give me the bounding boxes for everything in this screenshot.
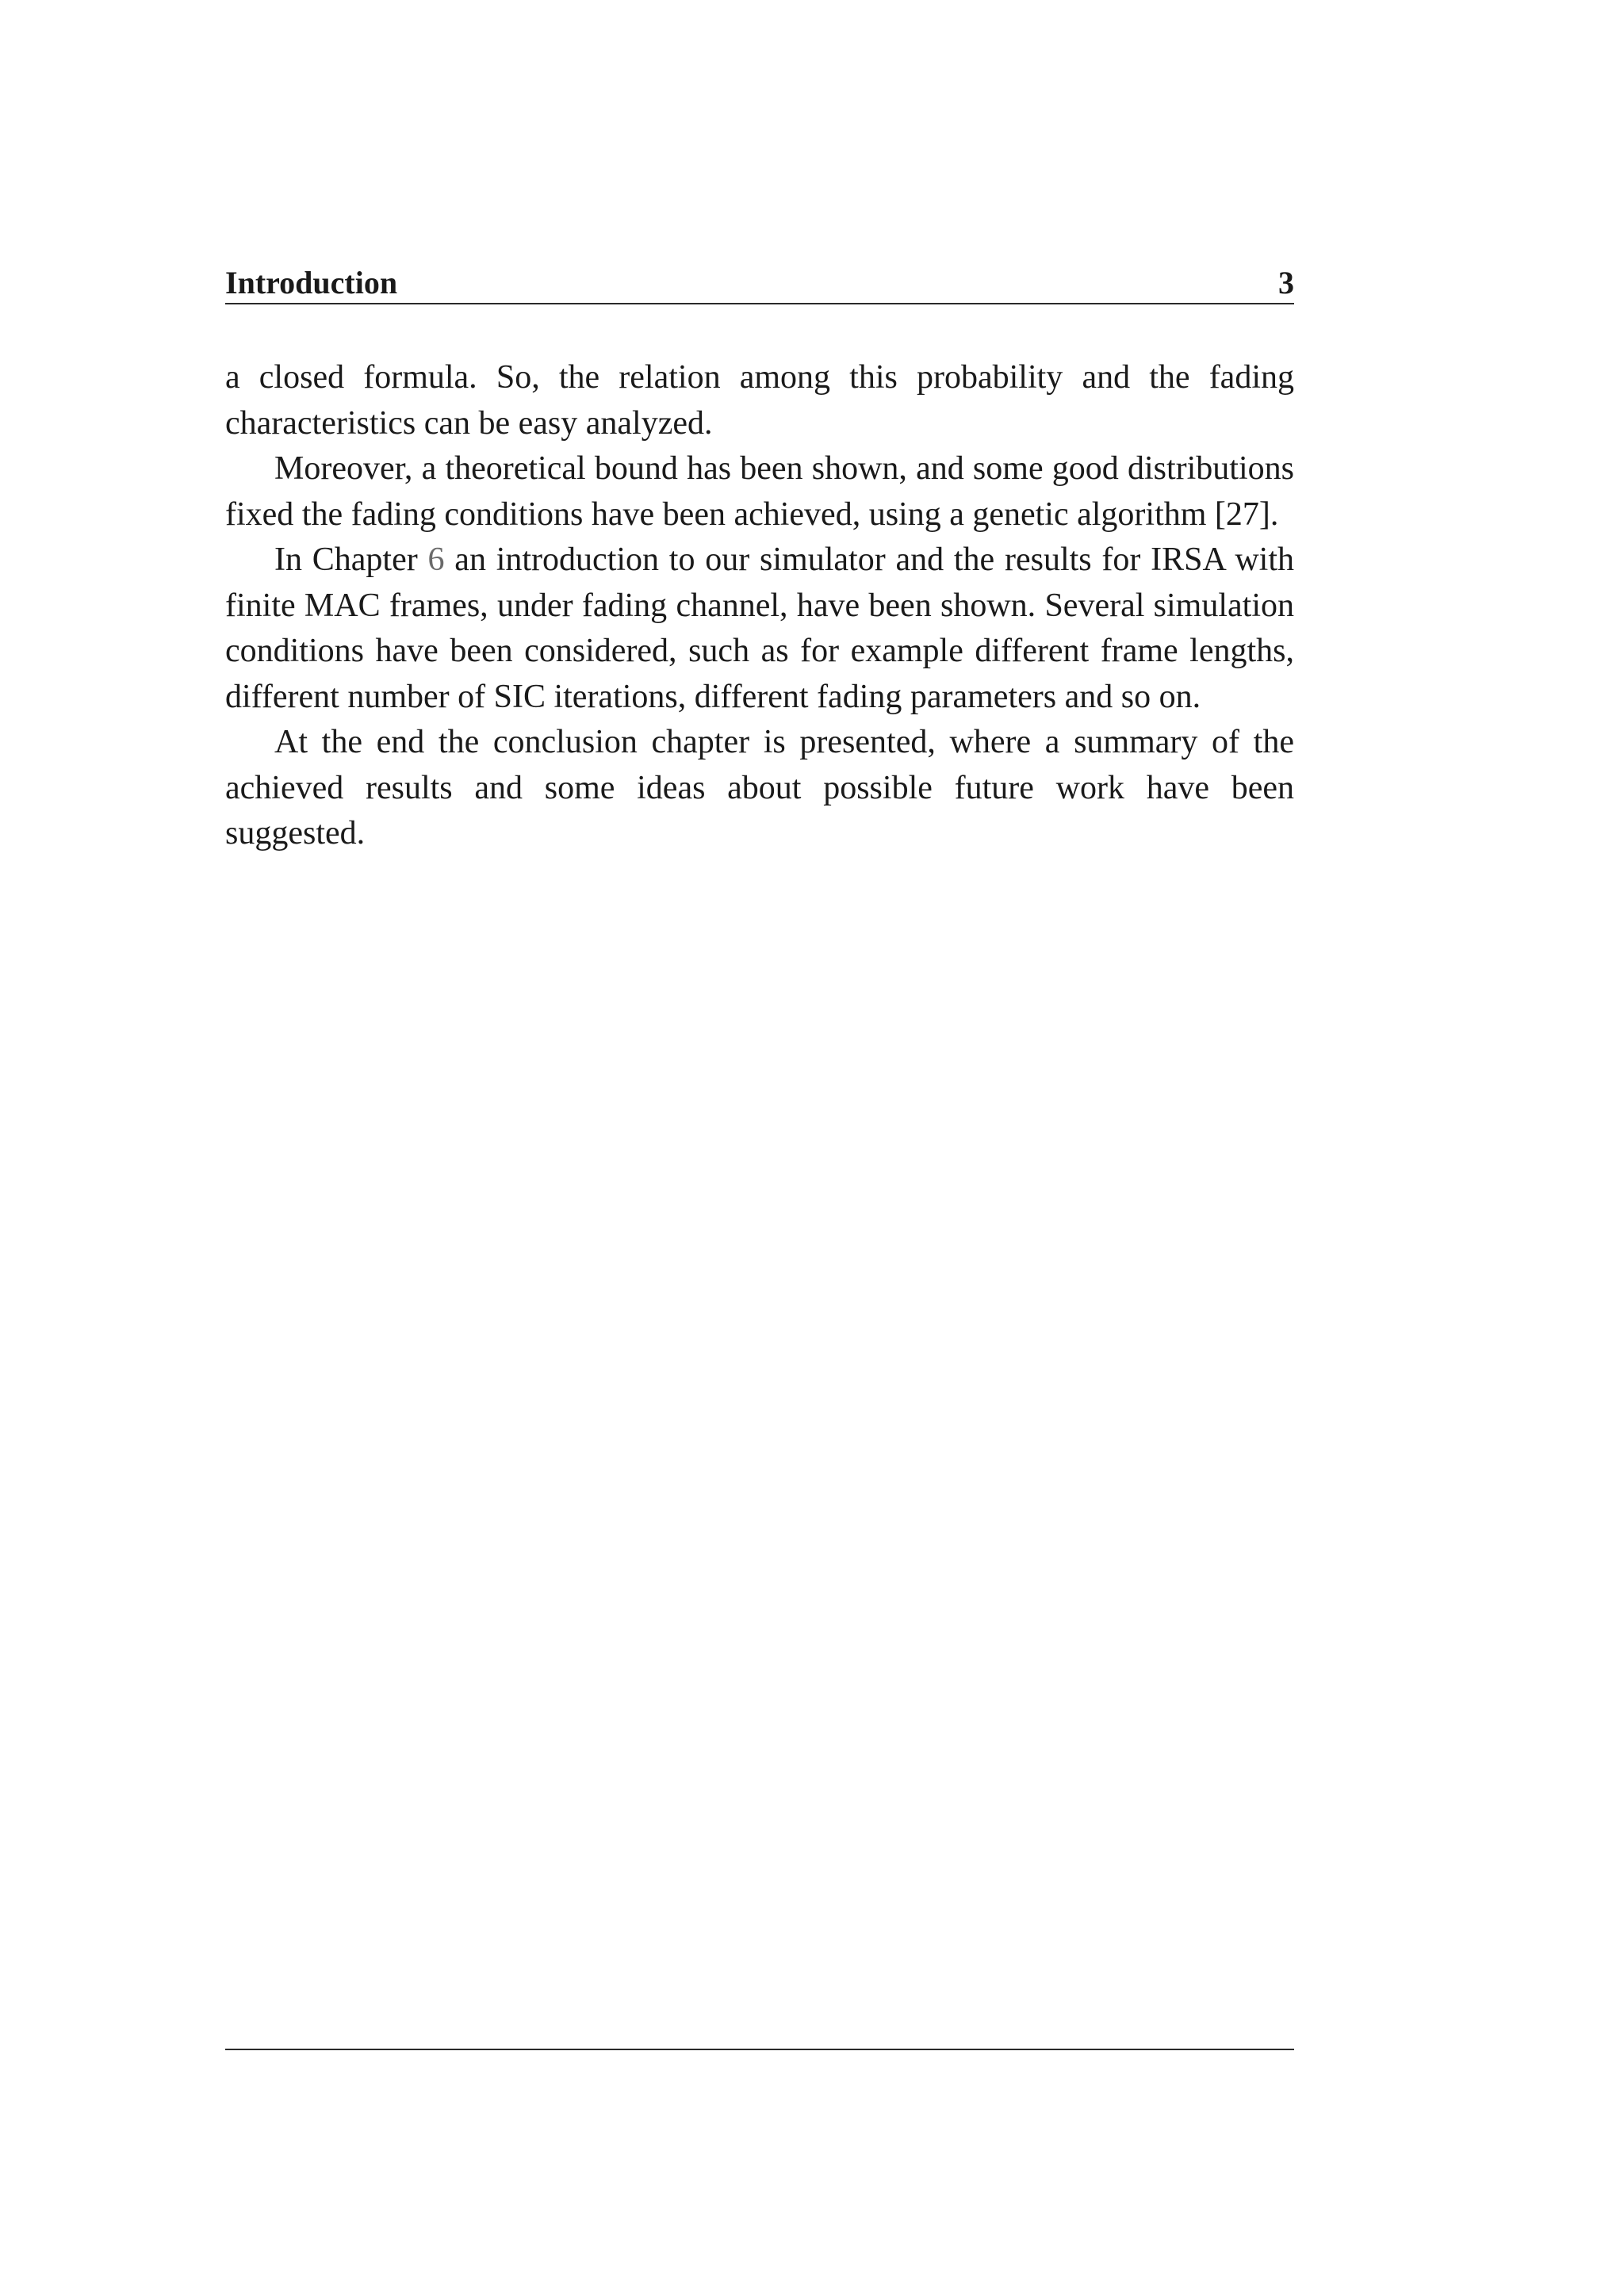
paragraph-4: At the end the conclusion chapter is presented, where a summary of the achieved results and some ideas about possible future work have been suggested.	[225, 724, 1294, 851]
paragraph-1: a closed formula. So, the relation among this probability and the fading characteristics can be easy analyzed.	[225, 359, 1294, 442]
footer-rule	[225, 2049, 1294, 2050]
page-number: 3	[1278, 265, 1294, 300]
running-header	[225, 262, 1294, 304]
chapter-title: Introduction	[225, 265, 398, 300]
header-rule	[225, 303, 1294, 304]
body-text	[225, 355, 1294, 857]
paragraph-3-rest: an introduction to our simulator and the results for IRSA with finite MAC frames, under fading channel, have been shown. Several simulation conditions have been considered, such as for example different frame lengths, different number of SIC iterations, different fading parameters and so on.	[225, 541, 1294, 715]
paragraph-3	[225, 538, 1294, 720]
chapter-cross-reference[interactable]: 6	[427, 541, 445, 578]
paragraph-3-lead: In Chapter	[274, 541, 428, 578]
paragraph-2: Moreover, a theoretical bound has been shown, and some good distributions fixed the fading conditions have been achieved, using a genetic algorithm [27].	[225, 450, 1294, 533]
